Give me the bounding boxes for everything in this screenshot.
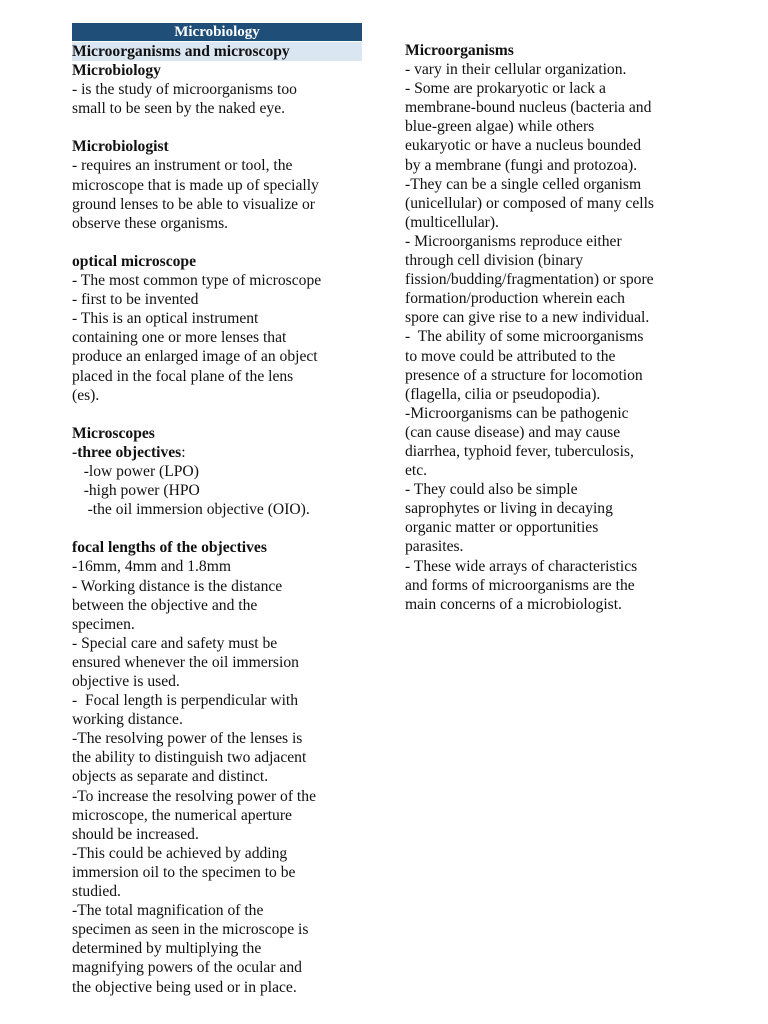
line-text: -The resolving power of the lenses is xyxy=(72,730,303,748)
text-line xyxy=(72,156,364,175)
line-text: - These wide arrays of characteristics xyxy=(405,557,638,575)
text-line xyxy=(405,499,705,518)
text-line xyxy=(405,537,705,556)
line-text: -The total magnification of the xyxy=(72,902,264,920)
text-line xyxy=(72,978,364,997)
text-line xyxy=(405,79,705,98)
text-line xyxy=(405,480,705,499)
text-line xyxy=(405,98,705,117)
text-line xyxy=(72,920,364,939)
line-text: diarrhea, typhoid fever, tuberculosis, xyxy=(405,442,634,460)
line-text: Microorganisms xyxy=(405,42,514,59)
line-text: magnifying powers of the ocular and xyxy=(72,959,302,977)
text-line xyxy=(72,710,364,729)
line-text: microscope that is made up of specially xyxy=(72,176,319,194)
text-line xyxy=(72,195,364,214)
line-text: immersion oil to the specimen to be xyxy=(72,863,296,881)
text-line xyxy=(72,691,364,710)
line-text: - The ability of some microorganisms xyxy=(405,328,644,346)
text-line xyxy=(72,901,364,920)
line-text: blue-green algae) while others xyxy=(405,118,595,136)
line-text: - vary in their cellular organization. xyxy=(405,61,627,79)
text-line xyxy=(72,99,364,118)
text-line xyxy=(405,576,705,595)
text-line xyxy=(405,251,705,270)
text-line xyxy=(72,882,364,901)
line-text: - They could also be simple xyxy=(405,481,578,499)
text-line xyxy=(72,634,364,653)
line-text: - is the study of microorganisms too xyxy=(72,81,297,99)
text-line xyxy=(405,213,705,232)
paragraph-spacer xyxy=(72,118,364,137)
text-line xyxy=(405,347,705,366)
line-text: -the oil immersion objective (OIO). xyxy=(72,501,310,519)
line-text: ground lenses to be able to visualize or xyxy=(72,195,315,213)
text-line xyxy=(405,232,705,251)
right-column xyxy=(405,41,705,614)
line-text: (es). xyxy=(72,386,100,404)
text-line xyxy=(405,175,705,194)
line-text: saprophytes or living in decaying xyxy=(405,500,613,518)
line-text: specimen as seen in the microscope is xyxy=(72,921,309,939)
text-line xyxy=(72,653,364,672)
text-line xyxy=(405,518,705,537)
line-text: Microbiologist xyxy=(72,138,169,156)
line-text: -low power (LPO) xyxy=(72,462,199,480)
line-text: observe these organisms. xyxy=(72,214,229,232)
text-line xyxy=(72,462,364,481)
text-line xyxy=(405,327,705,346)
line-text: Microbiology xyxy=(72,62,161,79)
text-line xyxy=(405,461,705,480)
text-line xyxy=(405,595,705,614)
text-line xyxy=(72,367,364,386)
line-text: - Focal length is perpendicular with xyxy=(72,692,299,710)
text-line xyxy=(405,404,705,423)
section-subtitle: Microorganisms and microscopy xyxy=(72,42,362,61)
section-heading xyxy=(72,61,364,80)
line-text: and forms of microorganisms are the xyxy=(405,576,635,594)
line-text: - requires an instrument or tool, the xyxy=(72,157,293,175)
text-line xyxy=(72,176,364,195)
text-line xyxy=(405,423,705,442)
line-text: studied. xyxy=(72,883,121,901)
text-line xyxy=(72,290,364,309)
text-line xyxy=(72,214,364,233)
line-text: eukaryotic or have a nucleus bounded xyxy=(405,137,641,155)
section-heading xyxy=(72,252,364,271)
line-text: organic matter or opportunities xyxy=(405,519,599,537)
line-text: -To increase the resolving power of the xyxy=(72,787,316,805)
line-text: -Microorganisms can be pathogenic xyxy=(405,404,629,422)
text-line xyxy=(72,271,364,290)
line-text: etc. xyxy=(405,462,428,480)
text-line xyxy=(72,939,364,958)
line-text: main concerns of a microbiologist. xyxy=(405,595,622,613)
paragraph-spacer xyxy=(72,519,364,538)
line-text: -This could be achieved by adding xyxy=(72,844,288,862)
line-text: Microscopes xyxy=(72,424,155,442)
text-line xyxy=(72,328,364,347)
text-line xyxy=(405,308,705,327)
line-text: - This is an optical instrument xyxy=(72,310,259,328)
text-line xyxy=(72,748,364,767)
right-column-text xyxy=(405,41,705,614)
text-line xyxy=(72,80,364,99)
line-text: (flagella, cilia or pseudopodia). xyxy=(405,385,601,403)
line-text: fission/budding/fragmentation) or spore xyxy=(405,271,654,289)
line-text: should be increased. xyxy=(72,825,199,843)
text-line xyxy=(72,672,364,691)
line-text: (can cause disease) and may cause xyxy=(405,423,621,441)
text-line xyxy=(72,500,364,519)
text-line xyxy=(72,386,364,405)
line-text: focal lengths of the objectives xyxy=(72,539,267,557)
line-text: working distance. xyxy=(72,711,183,729)
line-text: - Working distance is the distance xyxy=(72,577,283,595)
line-text: optical microscope xyxy=(72,252,197,270)
line-text: - Microorganisms reproduce either xyxy=(405,232,622,250)
left-column-text xyxy=(72,61,364,997)
line-text: to move could be attributed to the xyxy=(405,347,616,365)
section-heading xyxy=(72,538,364,557)
line-text: by a membrane (fungi and protozoa). xyxy=(405,156,638,174)
line-text: -three objectives xyxy=(72,443,182,461)
line-text: - Special care and safety must be xyxy=(72,634,278,652)
section-heading xyxy=(72,424,364,443)
line-text: objects as separate and distinct. xyxy=(72,768,269,786)
text-line xyxy=(72,347,364,366)
text-line xyxy=(405,60,705,79)
text-line xyxy=(72,787,364,806)
left-column xyxy=(72,23,364,997)
paragraph-spacer xyxy=(72,233,364,252)
line-text: - The most common type of microscope xyxy=(72,272,322,290)
line-text: the ability to distinguish two adjacent xyxy=(72,749,307,767)
line-text: produce an enlarged image of an object xyxy=(72,348,318,366)
line-text: parasites. xyxy=(405,538,464,556)
line-text: through cell division (binary xyxy=(405,252,583,270)
line-text: (multicellular). xyxy=(405,213,499,231)
line-text: determined by multiplying the xyxy=(72,940,262,958)
text-line xyxy=(405,385,705,404)
line-text: microscope, the numerical aperture xyxy=(72,806,292,824)
text-line xyxy=(72,825,364,844)
line-text: membrane-bound nucleus (bacteria and xyxy=(405,99,652,117)
text-line xyxy=(72,577,364,596)
line-text: placed in the focal plane of the lens xyxy=(72,367,294,385)
line-text: -16mm, 4mm and 1.8mm xyxy=(72,558,231,576)
text-line xyxy=(72,309,364,328)
text-line xyxy=(72,844,364,863)
line-text: small to be seen by the naked eye. xyxy=(72,100,286,118)
text-line xyxy=(405,557,705,576)
text-line xyxy=(72,729,364,748)
text-line xyxy=(405,366,705,385)
line-text: - Some are prokaryotic or lack a xyxy=(405,80,606,98)
text-line xyxy=(405,442,705,461)
document-title: Microbiology xyxy=(72,23,362,41)
line-text: - first to be invented xyxy=(72,291,199,309)
line-text: presence of a structure for locomotion xyxy=(405,366,643,384)
line-text: -high power (HPO xyxy=(72,482,200,500)
line-suffix: : xyxy=(181,443,186,461)
text-line xyxy=(72,557,364,576)
section-heading xyxy=(72,137,364,156)
line-text: between the objective and the xyxy=(72,596,258,614)
line-text: spore can give rise to a new individual. xyxy=(405,309,650,327)
text-line xyxy=(72,863,364,882)
text-line xyxy=(72,806,364,825)
text-line xyxy=(72,767,364,786)
text-line xyxy=(405,194,705,213)
text-line xyxy=(72,596,364,615)
line-text: objective is used. xyxy=(72,673,180,690)
line-text: -They can be a single celled organism xyxy=(405,175,642,193)
text-line xyxy=(72,615,364,634)
text-line xyxy=(405,289,705,308)
section-heading xyxy=(72,443,364,462)
text-line xyxy=(405,156,705,175)
line-text: specimen. xyxy=(72,615,135,633)
text-line xyxy=(405,136,705,155)
text-line xyxy=(72,481,364,500)
text-line xyxy=(72,958,364,977)
line-text: (unicellular) or composed of many cells xyxy=(405,194,654,212)
line-text: ensured whenever the oil immersion xyxy=(72,653,299,671)
line-text: containing one or more lenses that xyxy=(72,329,287,347)
line-text: formation/production wherein each xyxy=(405,290,625,308)
text-line xyxy=(405,117,705,136)
line-text: the objective being used or in place. xyxy=(72,978,297,996)
paragraph-spacer xyxy=(72,405,364,424)
section-heading xyxy=(405,41,705,60)
text-line xyxy=(405,270,705,289)
